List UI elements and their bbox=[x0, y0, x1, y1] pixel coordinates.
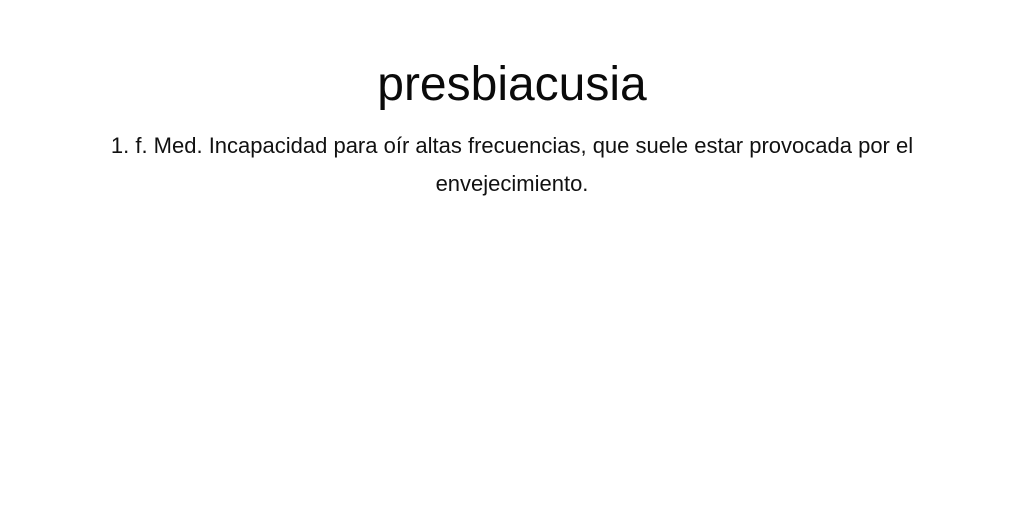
definition-text: 1. f. Med. Incapacidad para oír altas frecuencias, que suele estar provocada por el envejecimiento. bbox=[110, 133, 914, 196]
headword: presbiacusia bbox=[377, 58, 647, 111]
